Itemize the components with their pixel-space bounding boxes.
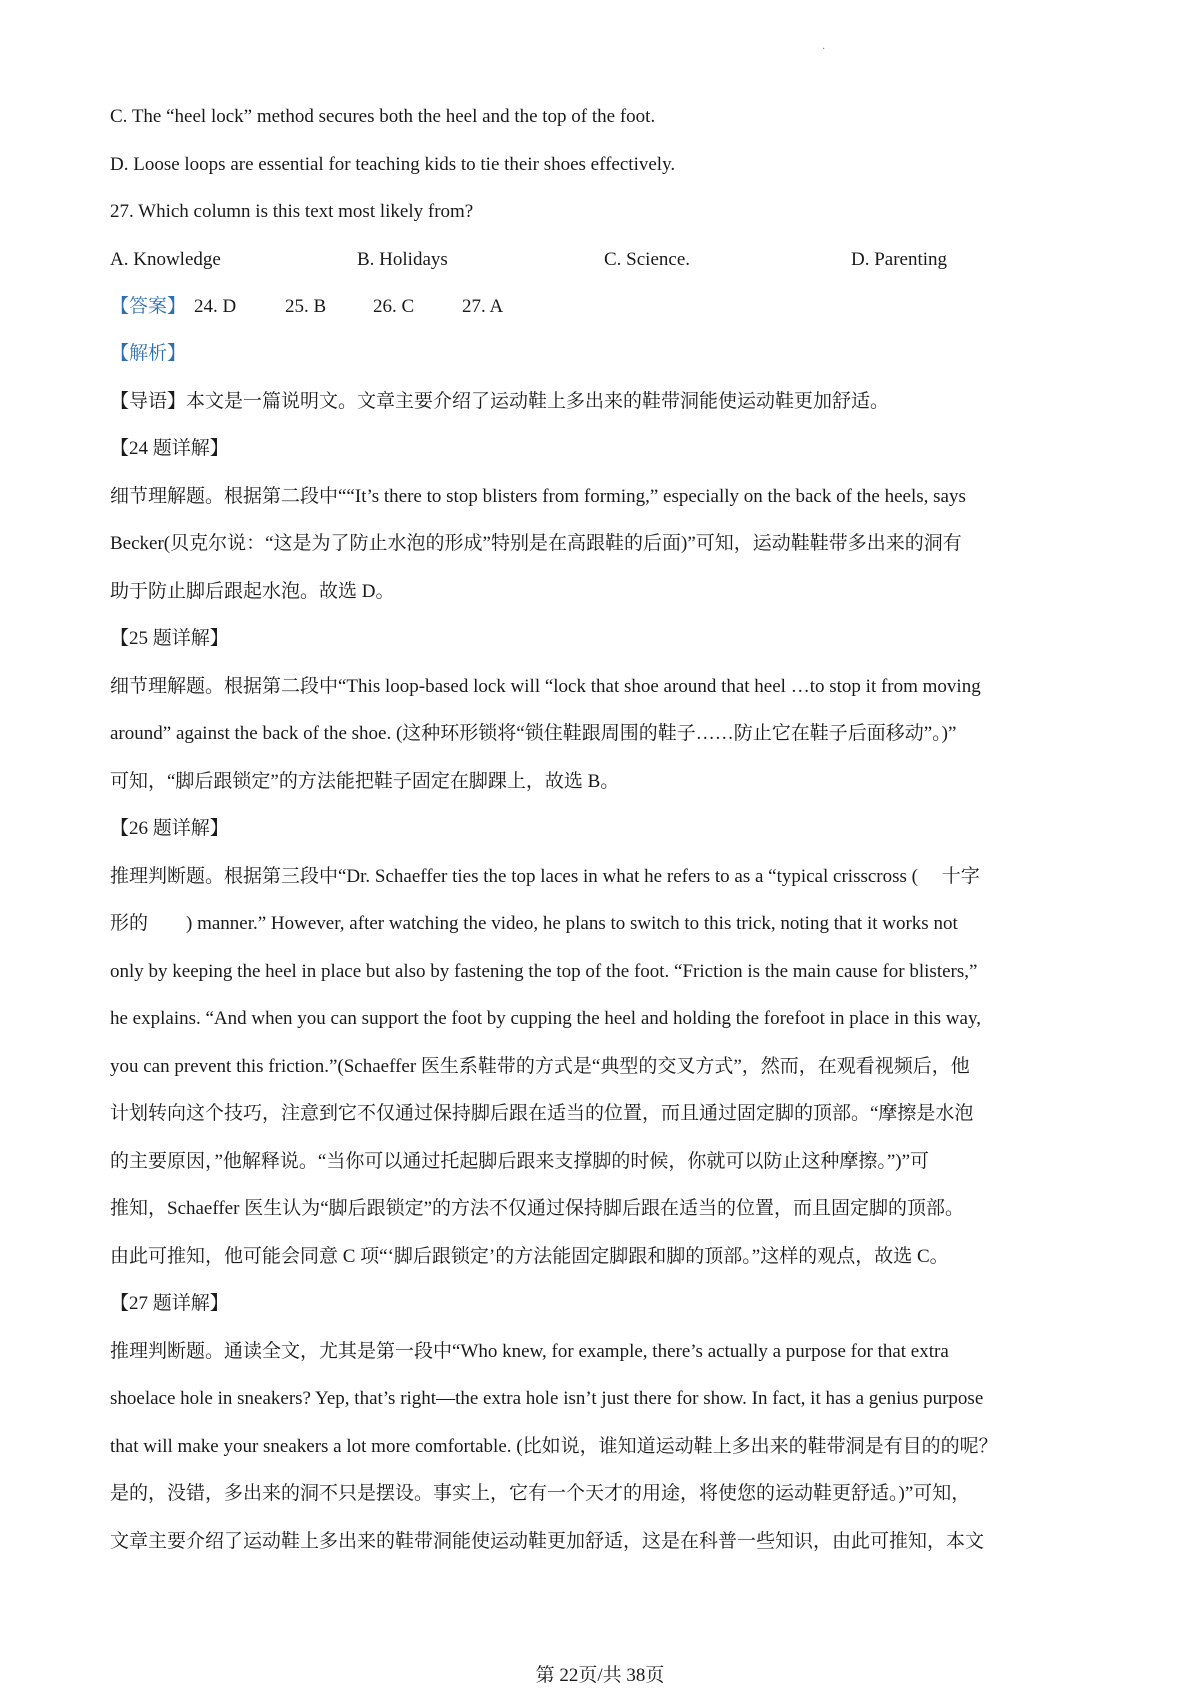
q25-line: 细节理解题。根据第二段中“This loop-based lock will “lock that shoe around that heel …to stop it from moving — [110, 676, 981, 697]
answer-label: 【答案】 — [110, 296, 187, 317]
q27-line: that will make your sneakers a lot more comfortable. (比如说，谁知道运动鞋上多出来的鞋带洞是有目的的呢？ — [110, 1436, 998, 1457]
q26-line: 形的 ) manner.” However, after watching the video, he plans to switch to this trick, noting that it works not — [110, 913, 958, 934]
q26-line: 的主要原因，”他解释说。“当你可以通过托起脚后跟来支撑脚的时候，你就可以防止这种摩擦。”)”可 — [110, 1151, 930, 1172]
analysis-label: 【解析】 — [110, 343, 187, 364]
top-mark: · — [822, 44, 826, 55]
q26-line: 计划转向这个技巧，注意到它不仅通过保持脚后跟在适当的位置，而且通过固定脚的顶部。“摩擦是水泡 — [110, 1103, 974, 1124]
q25-heading: 【25 题详解】 — [110, 628, 229, 649]
option-c-line: C. The “heel lock” method secures both the heel and the top of the foot. — [110, 106, 656, 127]
q27-heading: 【27 题详解】 — [110, 1293, 229, 1314]
q27-line: 是的，没错，多出来的洞不只是摆设。事实上，它有一个天才的用途，将使您的运动鞋更舒适。)”可知， — [110, 1483, 971, 1504]
q24-line: 助于防止脚后跟起水泡。故选 D。 — [110, 581, 395, 602]
q26-line: you can prevent this friction.”(Schaeffer 医生系鞋带的方式是“典型的交叉方式”，然而，在观看视频后，他 — [110, 1056, 970, 1077]
page-footer: 第 22页/共 38页 — [535, 1665, 665, 1686]
q26-line: only by keeping the heel in place but also by fastening the top of the foot. “Friction is the main cause for blisters,” — [110, 961, 978, 982]
q24-line: Becker(贝克尔说：“这是为了防止水泡的形成”特别是在高跟鞋的后面)”可知，运动鞋鞋带多出来的洞有 — [110, 533, 962, 554]
q26-heading: 【26 题详解】 — [110, 818, 229, 839]
q27-line: 推理判断题。通读全文，尤其是第一段中“Who knew, for example, there’s actually a purpose for that extra — [110, 1341, 949, 1362]
q27-option-d: D. Parenting — [851, 249, 948, 270]
q27-option-a: A. Knowledge — [110, 249, 221, 270]
answer-item: 25. B — [285, 296, 327, 317]
q26-line: he explains. “And when you can support the foot by cupping the heel and holding the forefoot in place in this way, — [110, 1008, 981, 1029]
answer-line — [110, 294, 1100, 320]
answer-item: 26. C — [373, 296, 415, 317]
q25-line: around” against the back of the shoe. (这种环形锁将“锁住鞋跟周围的鞋子……防止它在鞋子后面移动”。)” — [110, 723, 957, 744]
q27-line: 文章主要介绍了运动鞋上多出来的鞋带洞能使运动鞋更加舒适，这是在科普一些知识，由此可推知，本文 — [110, 1531, 985, 1552]
answer-item: 24. D — [194, 296, 237, 317]
question-27-options — [110, 247, 1100, 273]
intro-line: 【导语】本文是一篇说明文。文章主要介绍了运动鞋上多出来的鞋带洞能使运动鞋更加舒适。 — [110, 391, 890, 412]
q25-line: 可知，“脚后跟锁定”的方法能把鞋子固定在脚踝上，故选 B。 — [110, 771, 620, 792]
q24-heading: 【24 题详解】 — [110, 438, 229, 459]
q26-line: 推知，Schaeffer 医生认为“脚后跟锁定”的方法不仅通过保持脚后跟在适当的位置，而且固定脚的顶部。 — [110, 1198, 965, 1219]
q27-option-c: C. Science. — [604, 249, 691, 270]
q26-line: 推理判断题。根据第三段中“Dr. Schaeffer ties the top laces in what he refers to as a “typical crisscross ( 十字 — [110, 866, 980, 887]
q24-line: 细节理解题。根据第二段中““It’s there to stop blisters from forming,” especially on the back of the heels, says — [110, 486, 966, 507]
q26-line: 由此可推知，他可能会同意 C 项“‘脚后跟锁定’的方法能固定脚跟和脚的顶部。”这样的观点，故选 C。 — [110, 1246, 949, 1267]
question-27-stem: 27. Which column is this text most likely from? — [110, 201, 474, 222]
option-d-line: D. Loose loops are essential for teaching kids to tie their shoes effectively. — [110, 154, 676, 175]
q27-option-b: B. Holidays — [357, 249, 448, 270]
q27-line: shoelace hole in sneakers? Yep, that’s right—the extra hole isn’t just there for show. In fact, it has a genius purpose — [110, 1388, 984, 1409]
answer-item: 27. A — [462, 296, 504, 317]
